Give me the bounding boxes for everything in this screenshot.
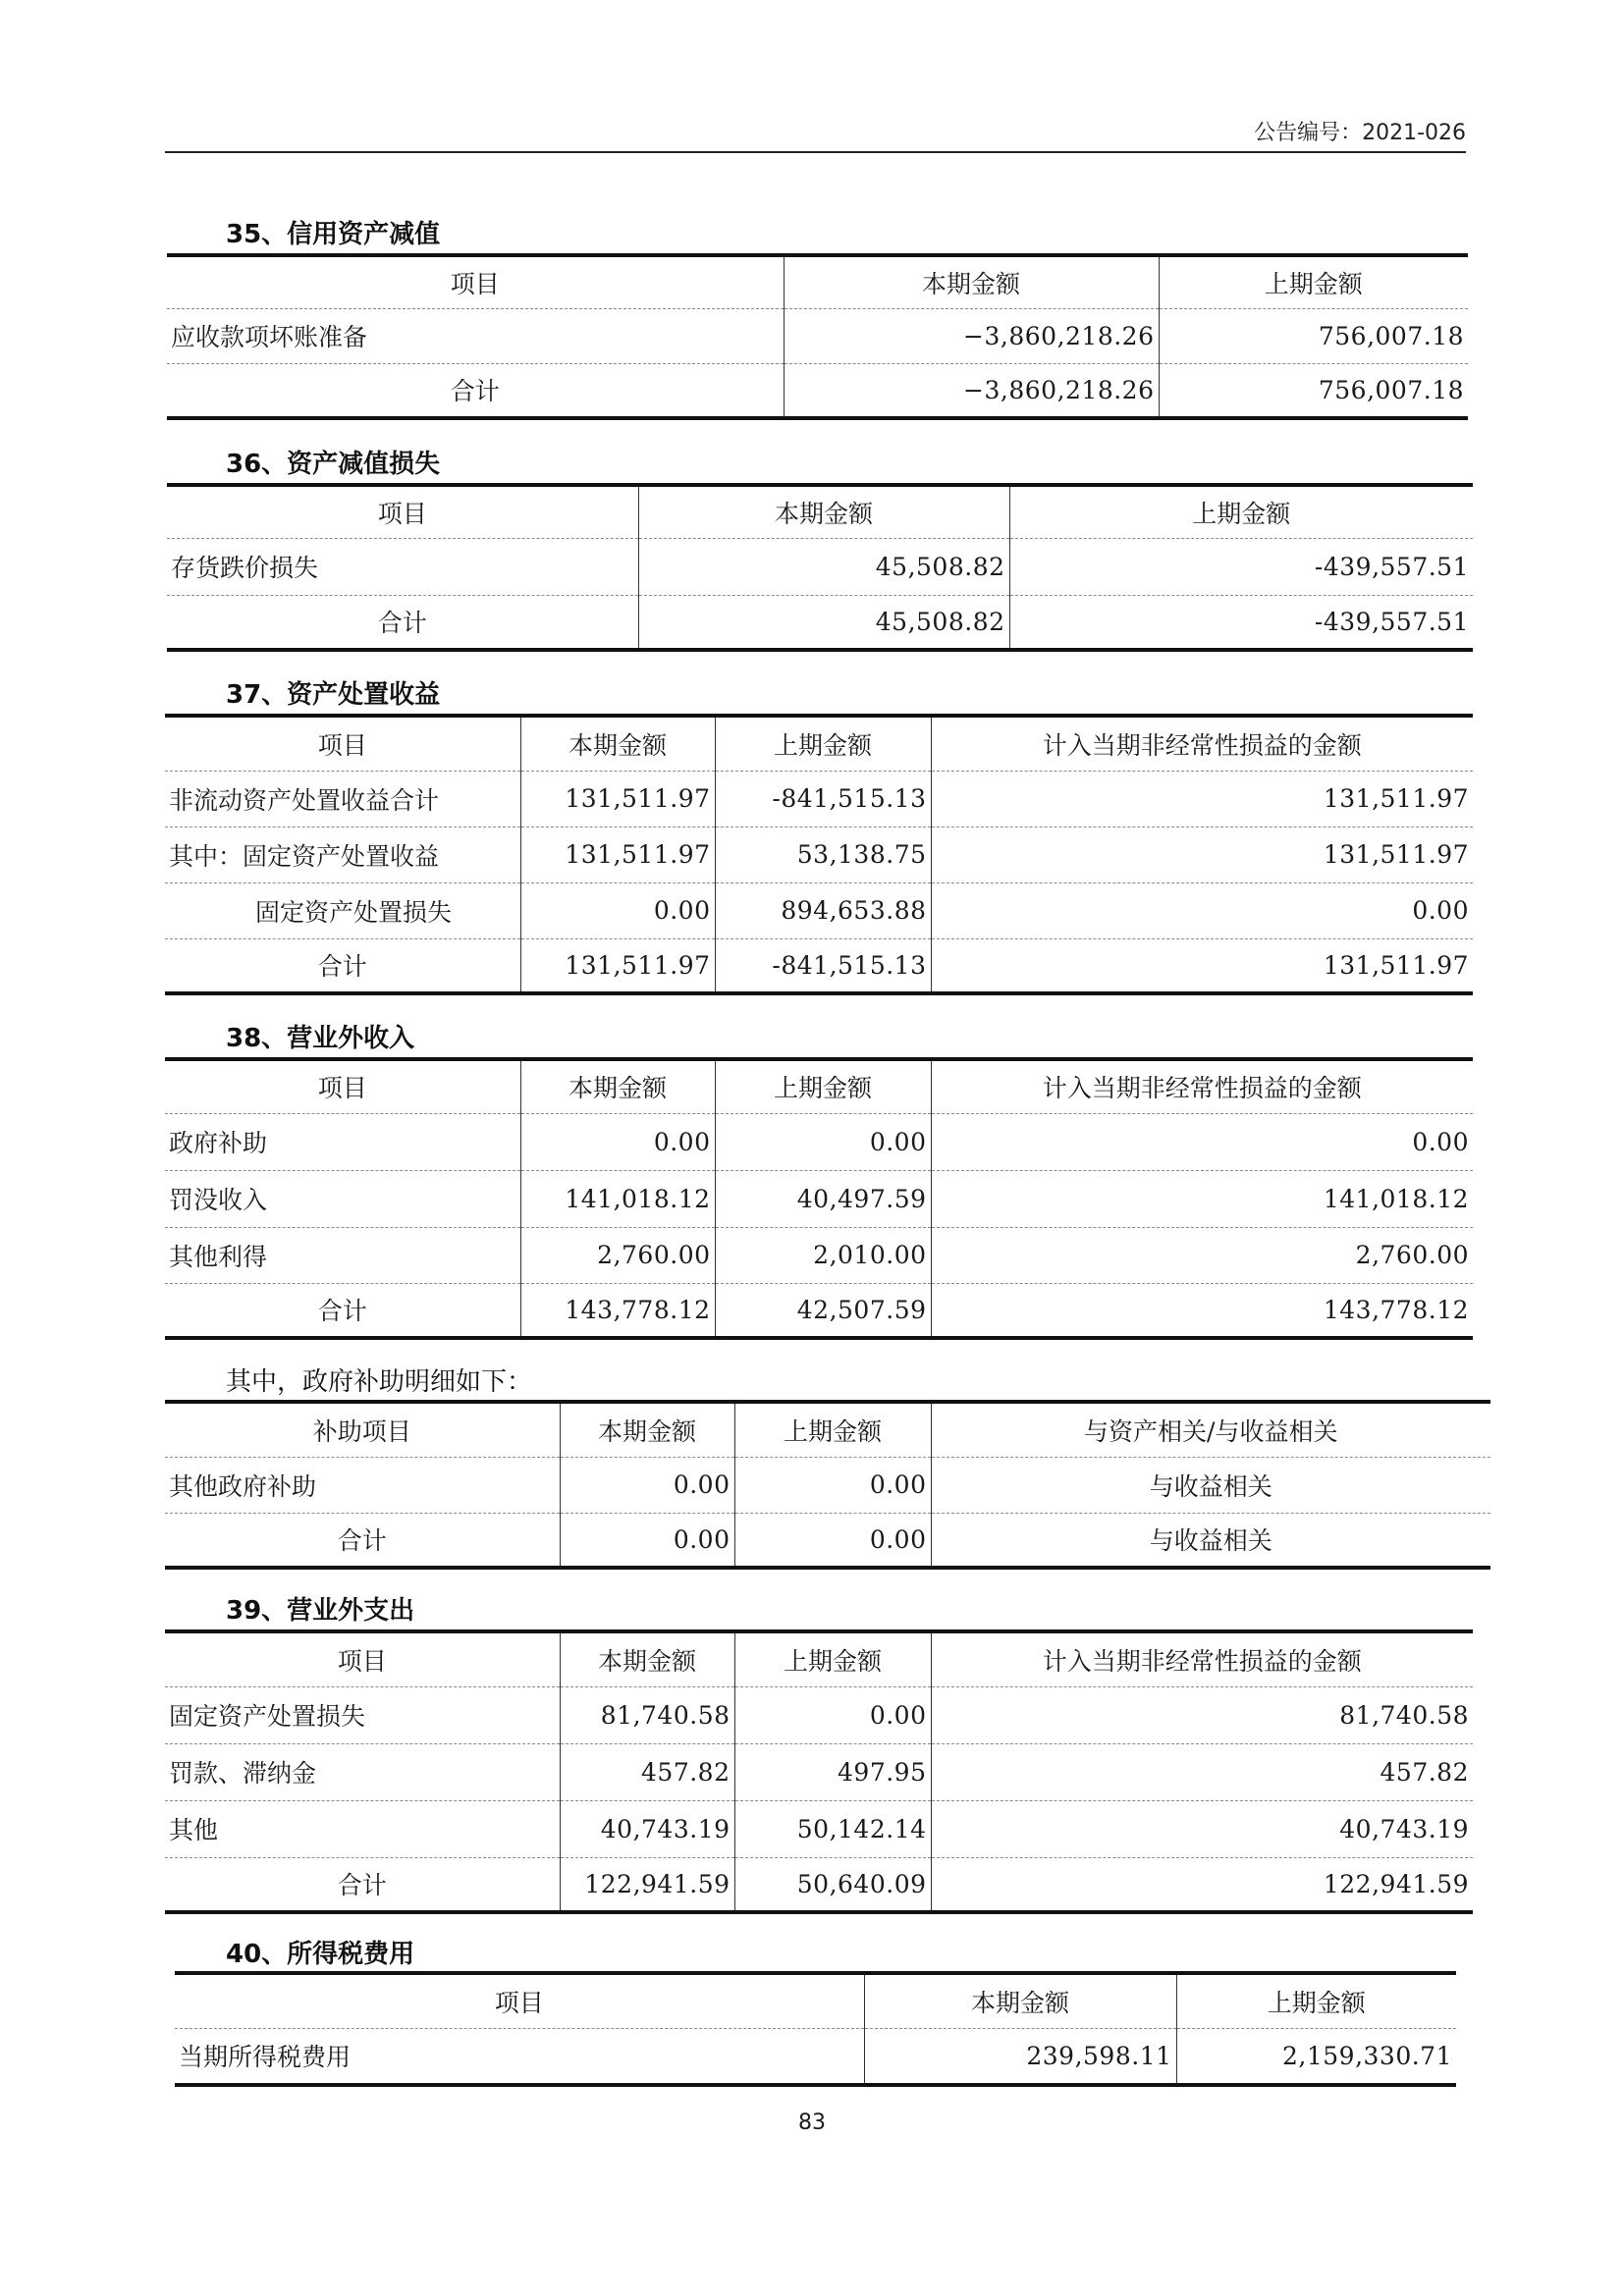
column-header: 本期金额	[560, 1402, 734, 1457]
cell-current: 0.00	[560, 1457, 734, 1513]
cell-current: 45,508.82	[638, 595, 1009, 650]
column-header: 上期金额	[715, 1059, 931, 1113]
cell-current: 45,508.82	[638, 538, 1009, 595]
row-label: 合计	[317, 952, 367, 982]
cell-previous: 0.00	[734, 1686, 931, 1743]
column-header: 上期金额	[1176, 1973, 1456, 2028]
row-label: 非流动资产处置收益合计	[165, 771, 520, 827]
column-header: 上期金额	[734, 1631, 931, 1686]
row-label: 当期所得税费用	[179, 2043, 352, 2072]
cell-relation: 与收益相关	[931, 1457, 1490, 1513]
row-label: 其他利得	[165, 1227, 520, 1283]
cell-previous: 0.00	[734, 1457, 931, 1513]
column-header: 本期金额	[560, 1631, 734, 1686]
cell-current: 81,740.58	[560, 1686, 734, 1743]
table-row-total	[167, 595, 1473, 650]
column-header: 计入当期非经常性损益的金额	[931, 1059, 1473, 1113]
section-title-37: 37、资产处置收益	[226, 680, 441, 710]
page-number: 83	[798, 2110, 826, 2135]
cell-current: 122,941.59	[560, 1857, 734, 1912]
table-row	[167, 538, 1473, 595]
table-header-row	[165, 1402, 1490, 1457]
table-row-total	[165, 1857, 1473, 1912]
row-label: 存货跌价损失	[167, 538, 638, 595]
table-asset-disposal	[165, 714, 1473, 995]
cell-nonrecurring: 122,941.59	[931, 1857, 1473, 1912]
section-title-36: 36、资产减值损失	[226, 450, 441, 479]
row-label: 合计	[337, 1526, 387, 1556]
row-label: 政府补助	[165, 1113, 520, 1170]
cell-current: 239,598.11	[864, 2028, 1176, 2085]
row-label: 合计	[450, 377, 500, 406]
table-header-row	[165, 1059, 1473, 1113]
table-row	[165, 1686, 1473, 1743]
cell-current: 2,760.00	[520, 1227, 715, 1283]
column-header: 项目	[167, 485, 638, 538]
table-row	[165, 771, 1473, 827]
cell-previous: 2,159,330.71	[1176, 2028, 1456, 2085]
cell-current: 131,511.97	[520, 771, 715, 827]
table-row	[165, 1743, 1473, 1800]
subsidy-detail-caption: 其中，政府补助明细如下：	[226, 1367, 533, 1397]
table-header-row	[167, 485, 1473, 538]
cell-nonrecurring: 131,511.97	[931, 827, 1473, 882]
section-title-40: 40、所得税费用	[226, 1940, 415, 1969]
table-row	[165, 827, 1473, 882]
cell-current: −3,860,218.26	[784, 363, 1159, 418]
notice-number: 公告编号：2021-026	[1254, 121, 1466, 145]
table-row	[167, 308, 1468, 363]
cell-nonrecurring: 0.00	[931, 882, 1473, 938]
column-header: 本期金额	[520, 716, 715, 771]
cell-previous: 756,007.18	[1159, 363, 1468, 418]
column-header: 项目	[165, 716, 520, 771]
column-header: 补助项目	[165, 1402, 560, 1457]
table-header-row	[175, 1973, 1456, 2028]
row-label: 其他政府补助	[165, 1457, 560, 1513]
table-row-total	[167, 363, 1468, 418]
column-header: 本期金额	[638, 485, 1009, 538]
row-label: 固定资产处置损失	[165, 882, 520, 938]
cell-current: 0.00	[520, 882, 715, 938]
cell-current: 131,511.97	[520, 938, 715, 993]
column-header: 上期金额	[1009, 485, 1473, 538]
cell-current: 0.00	[560, 1513, 734, 1568]
row-label: 其中：固定资产处置收益	[165, 827, 520, 882]
cell-nonrecurring: 0.00	[931, 1113, 1473, 1170]
cell-nonrecurring: 457.82	[931, 1743, 1473, 1800]
row-label: 合计	[317, 1297, 367, 1326]
column-header: 项目	[175, 1973, 864, 2028]
table-row	[165, 1227, 1473, 1283]
column-header: 与资产相关/与收益相关	[931, 1402, 1490, 1457]
cell-previous: 53,138.75	[715, 827, 931, 882]
cell-previous: 0.00	[734, 1513, 931, 1568]
table-row	[175, 2028, 1456, 2085]
cell-previous: 50,142.14	[734, 1800, 931, 1857]
table-row	[165, 1170, 1473, 1227]
column-header: 上期金额	[734, 1402, 931, 1457]
cell-current: 40,743.19	[560, 1800, 734, 1857]
table-row-total	[165, 1513, 1490, 1568]
cell-previous: 894,653.88	[715, 882, 931, 938]
table-row	[165, 882, 1473, 938]
column-header: 本期金额	[864, 1973, 1176, 2028]
cell-nonrecurring: 143,778.12	[931, 1283, 1473, 1338]
cell-current: −3,860,218.26	[784, 308, 1159, 363]
column-header: 上期金额	[715, 716, 931, 771]
column-header: 项目	[165, 1059, 520, 1113]
cell-current: 0.00	[520, 1113, 715, 1170]
table-income-tax	[175, 1971, 1456, 2087]
table-non-operating-income	[165, 1057, 1473, 1340]
cell-previous: 2,010.00	[715, 1227, 931, 1283]
page-header	[165, 116, 1466, 153]
table-credit-impairment	[167, 253, 1468, 420]
row-label: 罚款、滞纳金	[165, 1743, 560, 1800]
table-non-operating-expense	[165, 1629, 1473, 1914]
column-header: 项目	[167, 255, 784, 308]
cell-previous: 0.00	[715, 1113, 931, 1170]
column-header: 计入当期非经常性损益的金额	[931, 1631, 1473, 1686]
cell-nonrecurring: 81,740.58	[931, 1686, 1473, 1743]
table-header-row	[165, 716, 1473, 771]
table-header-row	[165, 1631, 1473, 1686]
table-asset-impairment	[167, 483, 1473, 652]
cell-previous: 50,640.09	[734, 1857, 931, 1912]
column-header: 本期金额	[520, 1059, 715, 1113]
row-label: 其他	[165, 1800, 560, 1857]
cell-nonrecurring: 2,760.00	[931, 1227, 1473, 1283]
row-label: 罚没收入	[165, 1170, 520, 1227]
table-row-total	[165, 938, 1473, 993]
cell-previous: 756,007.18	[1159, 308, 1468, 363]
cell-nonrecurring: 131,511.97	[931, 938, 1473, 993]
table-row	[165, 1800, 1473, 1857]
table-header-row	[167, 255, 1468, 308]
table-row-total	[165, 1283, 1473, 1338]
column-header: 本期金额	[784, 255, 1159, 308]
column-header: 项目	[165, 1631, 560, 1686]
cell-current: 131,511.97	[520, 827, 715, 882]
cell-previous: -841,515.13	[715, 771, 931, 827]
cell-relation: 与收益相关	[931, 1513, 1490, 1568]
section-title-35: 35、信用资产减值	[226, 220, 441, 249]
section-title-39: 39、营业外支出	[226, 1596, 415, 1626]
cell-nonrecurring: 40,743.19	[931, 1800, 1473, 1857]
cell-current: 457.82	[560, 1743, 734, 1800]
table-government-subsidy	[165, 1400, 1490, 1570]
cell-previous: 497.95	[734, 1743, 931, 1800]
cell-previous: -841,515.13	[715, 938, 931, 993]
column-header: 计入当期非经常性损益的金额	[931, 716, 1473, 771]
section-title-38: 38、营业外收入	[226, 1024, 415, 1053]
cell-current: 143,778.12	[520, 1283, 715, 1338]
cell-previous: -439,557.51	[1009, 538, 1473, 595]
row-label: 合计	[337, 1871, 387, 1900]
row-label: 合计	[377, 609, 427, 638]
table-row	[165, 1113, 1473, 1170]
cell-previous: 40,497.59	[715, 1170, 931, 1227]
cell-previous: -439,557.51	[1009, 595, 1473, 650]
cell-nonrecurring: 131,511.97	[931, 771, 1473, 827]
table-row	[165, 1457, 1490, 1513]
row-label: 固定资产处置损失	[165, 1686, 560, 1743]
cell-nonrecurring: 141,018.12	[931, 1170, 1473, 1227]
cell-current: 141,018.12	[520, 1170, 715, 1227]
cell-previous: 42,507.59	[715, 1283, 931, 1338]
row-label: 应收款项坏账准备	[167, 308, 784, 363]
column-header: 上期金额	[1159, 255, 1468, 308]
